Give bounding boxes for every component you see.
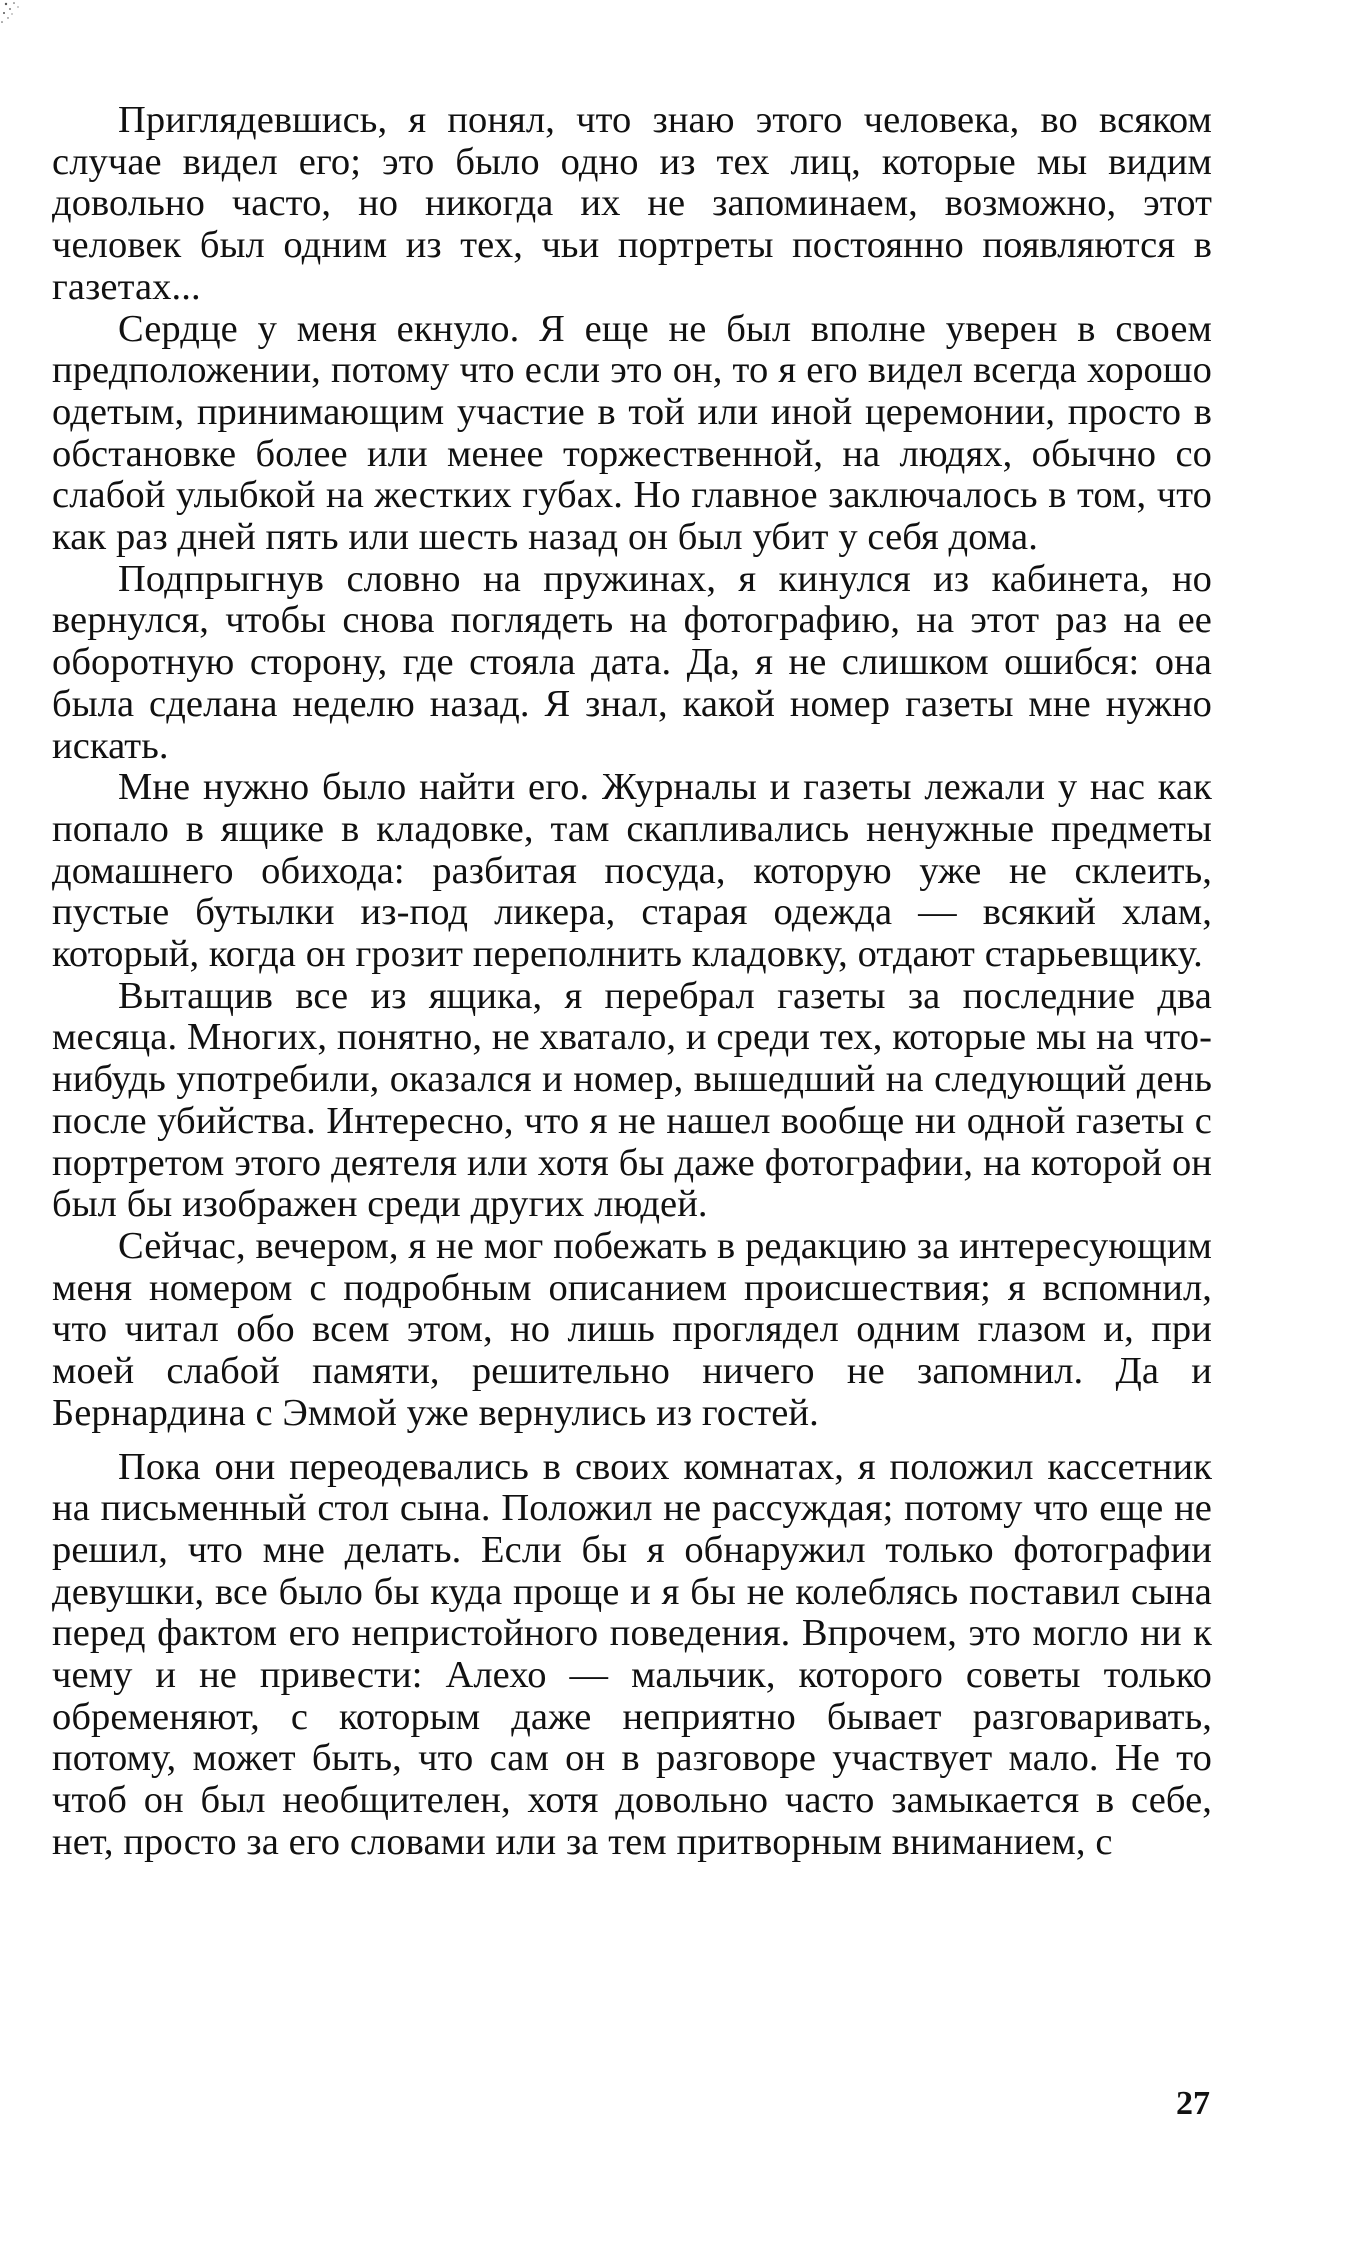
paragraph: Мне нужно было найти его. Журналы и газеты лежали у нас как попало в ящике в кладовке, там скапливались ненужные предметы домашнего обихода: разбитая посуда, которую уже не склеить, пустые бутылки из-под ликера, старая одежда — всякий хлам, который, когда он грозит переполнить кладовку, отдают старьевщику. xyxy=(52,766,1212,976)
paragraph: Сейчас, вечером, я не мог побежать в редакцию за интересующим меня номером с подробным описанием происшествия; я вспомнил, что читал обо всем этом, но лишь проглядел одним глазом и, при моей слабой памяти, решительно ничего не запомнил. Да и Бернардина с Эммой уже вернулись из гостей. xyxy=(52,1224,1212,1434)
paragraph: Сердце у меня екнуло. Я еще не был вполне уверен в своем предположении, потому что если это он, то я его видел всегда хорошо одетым, принимающим участие в той или иной церемонии, просто в обстановке более или менее торжественной, на людях, обычно со слабой улыбкой на жестких губах. Но главное заключалось в том, что как раз дней пять или шесть назад он был убит у себя дома. xyxy=(52,307,1212,559)
paragraph: Пока они переодевались в своих комнатах, я положил кассетник на письменный стол сына. Положил не рассуждая; потому что еще не решил, что мне делать. Если бы я обнаружил только фотографии девушки, все было бы куда проще и я бы не колеблясь поставил сына перед фактом его непристойного поведения. Впрочем, это могло ни к чему и не привести: Алехо — мальчик, которого советы только обременяют, с которым даже неприятно бывает разговаривать, потому, может быть, что сам он в разговоре участвует мало. Не то чтоб он был необщителен, хотя довольно часто замыкается в себе, нет, просто за его словами или за тем притворным вниманием, с xyxy=(52,1445,1212,1863)
paragraph: Приглядевшись, я понял, что знаю этого человека, во всяком случае видел его; это было одно из тех лиц, которые мы видим довольно часто, но никогда их не запоминаем, возможно, этот человек был одним из тех, чьи портреты постоянно появляются в газетах... xyxy=(52,99,1212,308)
body-text xyxy=(52,100,1212,1864)
paragraph: Вытащив все из ящика, я перебрал газеты за последние два месяца. Многих, понятно, не хватало, и среди тех, которые мы на что-нибудь употребили, оказался и номер, вышедший на следующий день после убийства. Интересно, что я не нашел вообще ни одной газеты с портретом этого деятеля или хотя бы даже фотографии, на которой он был бы изображен среди других людей. xyxy=(52,974,1212,1226)
page-number: 27 xyxy=(1176,2085,1210,2122)
paragraph: Подпрыгнув словно на пружинах, я кинулся из кабинета, но вернулся, чтобы снова поглядеть на фотографию, на этот раз на ее оборотную сторону, где стояла дата. Да, я не слишком ошибся: она была сделана неделю назад. Я знал, какой номер газеты мне нужно искать. xyxy=(52,557,1212,767)
scan-artifact-speck xyxy=(0,0,60,50)
